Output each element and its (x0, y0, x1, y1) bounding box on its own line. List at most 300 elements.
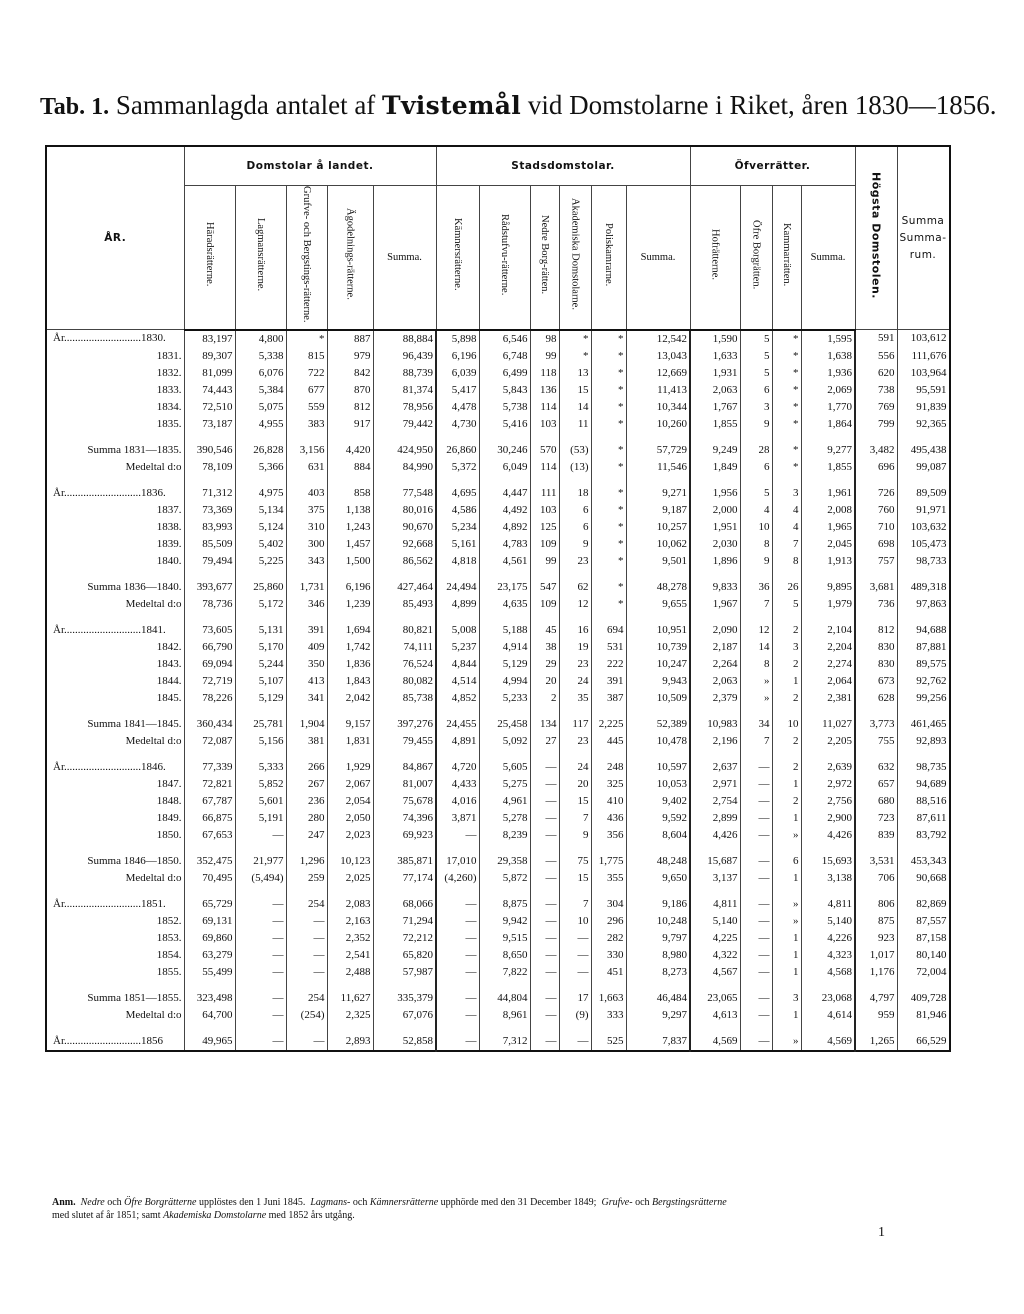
table-cell: — (559, 930, 591, 947)
table-cell: 81,007 (373, 776, 436, 793)
table-cell: 1,775 (591, 853, 626, 870)
table-cell: 355 (591, 870, 626, 887)
table-cell: 489,318 (897, 579, 950, 596)
table-row (46, 947, 950, 964)
table-cell: 109 (530, 596, 559, 613)
table-cell: 8,273 (626, 964, 690, 981)
table-cell: 98,733 (897, 553, 950, 570)
table-cell: 375 (286, 502, 327, 519)
table-cell: 4,892 (479, 519, 530, 536)
table-cell: — (530, 776, 559, 793)
table-cell: 78,226 (184, 690, 235, 707)
table-cell: 1,457 (327, 536, 373, 553)
table-cell: 114 (530, 399, 559, 416)
table-cell: * (772, 399, 801, 416)
table-cell: 1,767 (690, 399, 740, 416)
table-cell: 6,546 (479, 330, 530, 348)
table-cell: 91,839 (897, 399, 950, 416)
table-cell: 2,054 (327, 793, 373, 810)
table-cell: — (530, 964, 559, 981)
table-cell: 5,843 (479, 382, 530, 399)
table-cell: 91,971 (897, 502, 950, 519)
table-cell: 23,175 (479, 579, 530, 596)
table-cell: * (591, 553, 626, 570)
table-cell: 4,797 (855, 990, 897, 1007)
table-row (46, 622, 950, 639)
table-cell: 3,156 (286, 442, 327, 459)
row-label: År............................1856 (46, 1033, 184, 1051)
table-cell: 78,736 (184, 596, 235, 613)
table-cell: 2,050 (327, 810, 373, 827)
table-cell: 875 (855, 913, 897, 930)
table-cell: 87,557 (897, 913, 950, 930)
table-cell: 1,931 (690, 365, 740, 382)
table-cell: 2,488 (327, 964, 373, 981)
table-cell: 10 (740, 519, 772, 536)
table-cell: 2,045 (801, 536, 855, 553)
table-cell: 30,246 (479, 442, 530, 459)
table-cell: 111 (530, 485, 559, 502)
page-number: 1 (878, 1225, 885, 1240)
table-cell: 5 (772, 596, 801, 613)
table-cell: 70,495 (184, 870, 235, 887)
table-cell: 6,196 (327, 579, 373, 596)
table-cell: 89,509 (897, 485, 950, 502)
table-cell: » (772, 896, 801, 913)
table-cell: (254) (286, 1007, 327, 1024)
table-cell: 887 (327, 330, 373, 348)
table-cell: 1,176 (855, 964, 897, 981)
table-cell: — (235, 947, 286, 964)
table-row (46, 502, 950, 519)
row-label: 1832. (46, 365, 184, 382)
table-cell: (4,260) (436, 870, 479, 887)
table-cell: 1,243 (327, 519, 373, 536)
table-cell: 3,871 (436, 810, 479, 827)
table-cell: 436 (591, 810, 626, 827)
table-cell: — (530, 930, 559, 947)
table-cell: 80,821 (373, 622, 436, 639)
table-cell: — (740, 759, 772, 776)
table-cell: 9,655 (626, 596, 690, 613)
table-cell: — (286, 930, 327, 947)
table-cell: 26,860 (436, 442, 479, 459)
table-cell: 57,987 (373, 964, 436, 981)
table-cell: 397,276 (373, 716, 436, 733)
table-cell: 8,239 (479, 827, 530, 844)
table-cell: 125 (530, 519, 559, 536)
table-cell: 4 (740, 502, 772, 519)
row-label: 1839. (46, 536, 184, 553)
row-label: 1833. (46, 382, 184, 399)
table-cell: 14 (740, 639, 772, 656)
table-cell: — (530, 759, 559, 776)
table-cell: 383 (286, 416, 327, 433)
table-cell: 427,464 (373, 579, 436, 596)
table-row (46, 416, 950, 433)
table-cell: 6 (559, 519, 591, 536)
table-cell: 1,929 (327, 759, 373, 776)
table-cell: 97,863 (897, 596, 950, 613)
table-cell: 105,473 (897, 536, 950, 553)
table-cell: 4,818 (436, 553, 479, 570)
table-cell: 65,820 (373, 947, 436, 964)
table-cell: * (591, 416, 626, 433)
table-cell: 5,092 (479, 733, 530, 750)
column-header-0: Häradsrätterne. (184, 186, 235, 330)
table-cell: 4,811 (801, 896, 855, 913)
table-cell: — (286, 964, 327, 981)
table-cell: 830 (855, 639, 897, 656)
group-header-stads: Stadsdomstolar. (436, 146, 690, 186)
table-cell: — (740, 827, 772, 844)
table-cell: 11,627 (327, 990, 373, 1007)
table-cell: — (530, 810, 559, 827)
table-cell: 706 (855, 870, 897, 887)
table-row (46, 365, 950, 382)
table-cell: 9,277 (801, 442, 855, 459)
table-cell: — (740, 913, 772, 930)
table-cell: 81,099 (184, 365, 235, 382)
row-label: Summa 1851—1855. (46, 990, 184, 1007)
table-cell: 10,509 (626, 690, 690, 707)
table-cell: 103 (530, 502, 559, 519)
row-label: 1845. (46, 690, 184, 707)
table-cell: 7 (740, 733, 772, 750)
table-cell: 98 (530, 330, 559, 348)
table-cell: 381 (286, 733, 327, 750)
table-cell: 92,365 (897, 416, 950, 433)
table-cell: 72,087 (184, 733, 235, 750)
table-cell: 559 (286, 399, 327, 416)
table-cell: 10 (559, 913, 591, 930)
table-cell: 9,186 (626, 896, 690, 913)
table-cell: 98,735 (897, 759, 950, 776)
table-cell: 2,900 (801, 810, 855, 827)
table-cell: 2 (772, 656, 801, 673)
table-cell: 10,344 (626, 399, 690, 416)
table-cell: 5 (740, 330, 772, 348)
table-cell: — (740, 776, 772, 793)
row-label: 1840. (46, 553, 184, 570)
table-cell: 2,204 (801, 639, 855, 656)
table-cell: 445 (591, 733, 626, 750)
table-cell: 6 (740, 382, 772, 399)
table-cell: 87,158 (897, 930, 950, 947)
table-cell: 7 (559, 810, 591, 827)
table-cell: 620 (855, 365, 897, 382)
table-cell: 9,402 (626, 793, 690, 810)
table-cell: 2,025 (327, 870, 373, 887)
table-cell: 80,082 (373, 673, 436, 690)
table-cell: 757 (855, 553, 897, 570)
title-suffix: vid Domstolarne i Riket, åren 1830—1856. (527, 90, 997, 120)
table-cell: 424,950 (373, 442, 436, 459)
table-cell: 738 (855, 382, 897, 399)
group-header-hogsta: Högsta Domstolen. (855, 146, 897, 330)
table-cell: 10 (772, 716, 801, 733)
row-label: Summa 1841—1845. (46, 716, 184, 733)
table-cell: 755 (855, 733, 897, 750)
footnote: Anm. Nedre och Öfre Borgrätterne upplöstes den 1 Juni 1845. Lagmans- och Kämnersrätterne upphörde med den 31 December 1849; Grufve- och Bergstingsrätterne med slutet af år 1851; samt Akademiska Domstolarne med 1852 års utgång. (52, 1197, 727, 1221)
table-cell: 4,569 (801, 1033, 855, 1051)
table-cell: 2,639 (801, 759, 855, 776)
column-header-10: Summa. (626, 186, 690, 330)
table-cell: 10,478 (626, 733, 690, 750)
table-row (46, 913, 950, 930)
table-cell: 259 (286, 870, 327, 887)
table-cell: 2,754 (690, 793, 740, 810)
table-cell: 1,936 (801, 365, 855, 382)
table-cell: 1,965 (801, 519, 855, 536)
row-label: 1842. (46, 639, 184, 656)
table-cell: 8 (740, 536, 772, 553)
row-label: 1849. (46, 810, 184, 827)
table-cell: 48,278 (626, 579, 690, 596)
table-cell: » (772, 827, 801, 844)
table-cell: 10,062 (626, 536, 690, 553)
table-row (46, 348, 950, 365)
row-label: 1848. (46, 793, 184, 810)
table-cell: 4,783 (479, 536, 530, 553)
table-cell: 118 (530, 365, 559, 382)
table-cell: 723 (855, 810, 897, 827)
table-cell: 3 (772, 485, 801, 502)
table-cell: 1,742 (327, 639, 373, 656)
table-cell: 2,972 (801, 776, 855, 793)
table-cell: 4,514 (436, 673, 479, 690)
table-cell: 4,613 (690, 1007, 740, 1024)
table-cell: 19 (559, 639, 591, 656)
table-cell: 8 (772, 553, 801, 570)
table-cell: 5,384 (235, 382, 286, 399)
table-cell: — (740, 793, 772, 810)
table-cell: 85,738 (373, 690, 436, 707)
table-cell: — (740, 853, 772, 870)
table-cell: 2,023 (327, 827, 373, 844)
table-cell: 2,104 (801, 622, 855, 639)
table-cell: 2,064 (801, 673, 855, 690)
table-cell: 9 (559, 536, 591, 553)
table-cell: 69,131 (184, 913, 235, 930)
table-cell: 6,039 (436, 365, 479, 382)
table-cell: 296 (591, 913, 626, 930)
table-cell: 17 (559, 990, 591, 1007)
table-cell: — (740, 1007, 772, 1024)
table-cell: 923 (855, 930, 897, 947)
table-cell: * (591, 382, 626, 399)
table-cell: 10,248 (626, 913, 690, 930)
table-cell: 3,531 (855, 853, 897, 870)
table-cell: 10,597 (626, 759, 690, 776)
table-cell: 806 (855, 896, 897, 913)
table-cell: 304 (591, 896, 626, 913)
table-cell: 10,257 (626, 519, 690, 536)
table-row (46, 964, 950, 981)
table-cell: 80,140 (897, 947, 950, 964)
table-cell: 1,831 (327, 733, 373, 750)
table-cell: 1,979 (801, 596, 855, 613)
table-cell: 79,455 (373, 733, 436, 750)
column-header-6: Rådstufvu-rätterne. (479, 186, 530, 330)
table-cell: 1 (772, 776, 801, 793)
table-cell: 5,738 (479, 399, 530, 416)
table-cell: 2 (772, 622, 801, 639)
table-cell: 722 (286, 365, 327, 382)
table-cell: 7,822 (479, 964, 530, 981)
table-cell: 80,016 (373, 502, 436, 519)
table-cell: — (530, 1033, 559, 1051)
row-label: Summa 1831—1835. (46, 442, 184, 459)
table-cell: 84,990 (373, 459, 436, 476)
row-label: 1850. (46, 827, 184, 844)
table-cell: 4,975 (235, 485, 286, 502)
table-cell: 570 (530, 442, 559, 459)
table-cell: 461,465 (897, 716, 950, 733)
table-cell: 300 (286, 536, 327, 553)
table-cell: — (530, 990, 559, 1007)
table-cell: 24,494 (436, 579, 479, 596)
table-cell: 2,379 (690, 690, 740, 707)
table-cell: 5,191 (235, 810, 286, 827)
table-cell: 628 (855, 690, 897, 707)
table-cell: 5,225 (235, 553, 286, 570)
table-cell: 3,482 (855, 442, 897, 459)
table-cell: 55,499 (184, 964, 235, 981)
table-cell: 96,439 (373, 348, 436, 365)
table-cell: 2,090 (690, 622, 740, 639)
table-cell: * (591, 519, 626, 536)
table-cell: 1,638 (801, 348, 855, 365)
table-cell: 66,529 (897, 1033, 950, 1051)
table-cell: 531 (591, 639, 626, 656)
table-cell: * (591, 485, 626, 502)
table-cell: 5,333 (235, 759, 286, 776)
table-cell: 403 (286, 485, 327, 502)
table-cell: 35 (559, 690, 591, 707)
table-cell: 103 (530, 416, 559, 433)
table-cell: 9,592 (626, 810, 690, 827)
table-cell: 11 (559, 416, 591, 433)
table-cell: 1,855 (801, 459, 855, 476)
table-row (46, 930, 950, 947)
row-label: Summa 1836—1840. (46, 579, 184, 596)
table-cell: 5,140 (690, 913, 740, 930)
table-cell: (9) (559, 1007, 591, 1024)
table-cell: 75,678 (373, 793, 436, 810)
table-cell: 1,836 (327, 656, 373, 673)
table-cell: 3,137 (690, 870, 740, 887)
table-cell: — (559, 1033, 591, 1051)
row-label: År............................1841. (46, 622, 184, 639)
table-cell: 15 (559, 793, 591, 810)
table-cell: 87,881 (897, 639, 950, 656)
table-cell: 83,197 (184, 330, 235, 348)
table-cell: 812 (855, 622, 897, 639)
table-cell: 2 (772, 690, 801, 707)
row-label: 1831. (46, 348, 184, 365)
table-cell: 10,951 (626, 622, 690, 639)
table-cell: 917 (327, 416, 373, 433)
table-row (46, 519, 950, 536)
table-cell: 2,163 (327, 913, 373, 930)
table-cell: 10,983 (690, 716, 740, 733)
row-label: 1852. (46, 913, 184, 930)
table-cell: 92,893 (897, 733, 950, 750)
table-cell: 26,828 (235, 442, 286, 459)
table-cell: 45 (530, 622, 559, 639)
table-cell: 4,492 (479, 502, 530, 519)
table-cell: 556 (855, 348, 897, 365)
table-cell: 360,434 (184, 716, 235, 733)
table-cell: 52,389 (626, 716, 690, 733)
table-row (46, 733, 950, 750)
table-cell: 5,134 (235, 502, 286, 519)
table-cell: 346 (286, 596, 327, 613)
table-cell: 2 (772, 733, 801, 750)
table-cell: 1,896 (690, 553, 740, 570)
table-cell: 34 (740, 716, 772, 733)
table-cell: 5,234 (436, 519, 479, 536)
column-header-13: Kammarrätten. (772, 186, 801, 330)
table-cell: 9,942 (479, 913, 530, 930)
table-cell: 13,043 (626, 348, 690, 365)
table-cell: 1 (772, 810, 801, 827)
table-cell: 6,049 (479, 459, 530, 476)
table-cell: 254 (286, 896, 327, 913)
table-cell: 525 (591, 1033, 626, 1051)
table-cell: 5,898 (436, 330, 479, 348)
table-cell: 830 (855, 656, 897, 673)
table-row (46, 485, 950, 502)
table-cell: * (591, 579, 626, 596)
table-cell: 117 (559, 716, 591, 733)
table-cell: 2,083 (327, 896, 373, 913)
table-cell: 385,871 (373, 853, 436, 870)
table-cell: — (286, 1033, 327, 1051)
table-cell: — (559, 947, 591, 964)
table-cell: 5,129 (235, 690, 286, 707)
table-cell: 81,374 (373, 382, 436, 399)
table-cell: 5,605 (479, 759, 530, 776)
table-cell: 9,650 (626, 870, 690, 887)
table-cell: 74,443 (184, 382, 235, 399)
table-cell: 9,895 (801, 579, 855, 596)
table-cell: 14 (559, 399, 591, 416)
table-cell: — (436, 964, 479, 981)
table-cell: 4,800 (235, 330, 286, 348)
table-row (46, 673, 950, 690)
table-cell: 1,663 (591, 990, 626, 1007)
table-cell: 839 (855, 827, 897, 844)
table-cell: 2,352 (327, 930, 373, 947)
table-cell: 2 (772, 793, 801, 810)
row-label: År............................1836. (46, 485, 184, 502)
row-label: Medeltal d:o (46, 1007, 184, 1024)
table-cell: 1,864 (801, 416, 855, 433)
table-cell: 1,951 (690, 519, 740, 536)
table-cell: 352,475 (184, 853, 235, 870)
table-cell: 2,030 (690, 536, 740, 553)
table-cell: 52,858 (373, 1033, 436, 1051)
table-cell: 3,773 (855, 716, 897, 733)
table-cell: 1,017 (855, 947, 897, 964)
table-cell: 4,955 (235, 416, 286, 433)
table-cell: 23 (559, 733, 591, 750)
group-header-total: Summa Summa-rum. (897, 146, 950, 330)
table-cell: 1,967 (690, 596, 740, 613)
table-cell: 67,787 (184, 793, 235, 810)
